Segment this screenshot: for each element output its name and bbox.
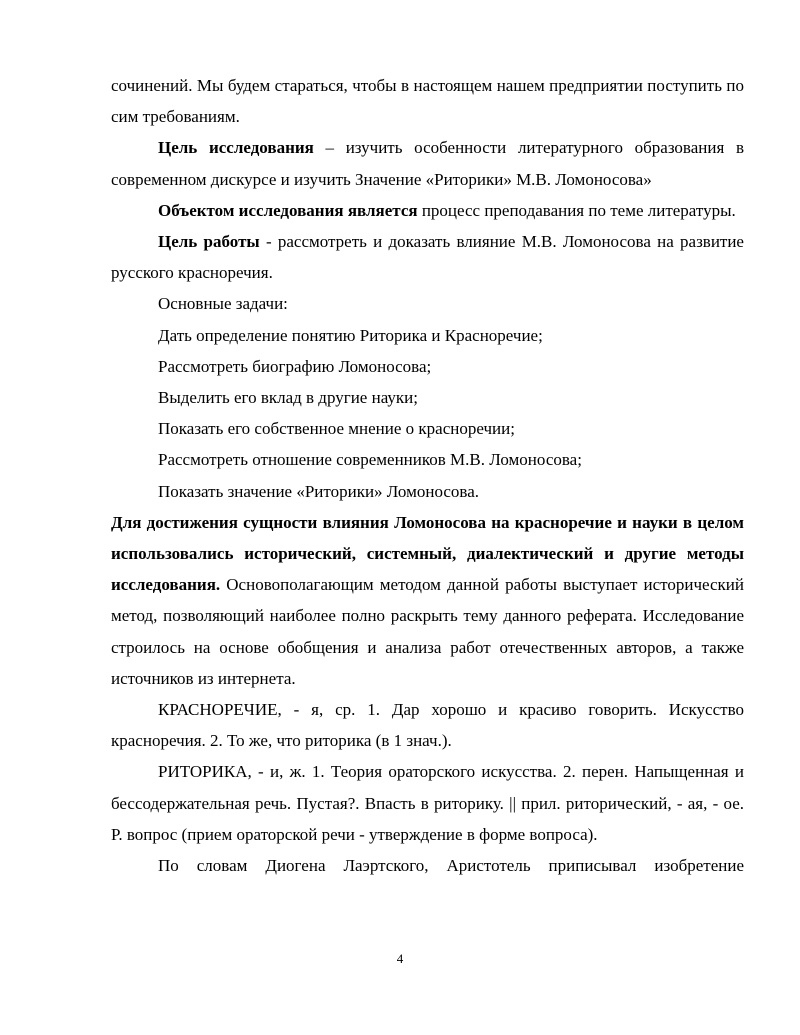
paragraph-research-object bbox=[111, 195, 744, 226]
research-goal-heading: Цель исследования bbox=[158, 138, 314, 158]
work-goal-heading: Цель работы bbox=[158, 232, 260, 252]
research-object-text: процесс преподавания по теме литературы. bbox=[421, 200, 736, 220]
definition-rhetoric: РИТОРИКА, - и, ж. 1. Теория ораторского искусства. 2. перен. Напыщенная и бессодержательная речь. Пустая?. Впасть в риторику. || прил. риторический, - ая, - ое. Р. вопрос (прием ораторской речи - утверждение в форме вопроса). bbox=[111, 762, 744, 844]
task-item: Рассмотреть отношение современников М.В. Ломоносова; bbox=[158, 450, 582, 470]
paragraph-research-goal bbox=[111, 132, 744, 194]
methods-text: Основополагающим методом данной работы выступает исторический метод, позволяющий наиболее полно раскрыть тему данного реферата. Исследование строилось на основе обобщения и анализа работ отечественных авторов, а также источников из интернета. bbox=[111, 575, 744, 688]
paragraph-methods bbox=[111, 507, 744, 694]
definition-eloquence: КРАСНОРЕЧИЕ, - я, ср. 1. Дар хорошо и красиво говорить. Искусство красноречия. 2. То же, что риторика (в 1 знач.). bbox=[111, 700, 744, 751]
task-item: Дать определение понятию Риторика и Красноречие; bbox=[158, 325, 543, 345]
tasks-title: Основные задачи: bbox=[158, 294, 288, 314]
work-goal-text: - рассмотреть и доказать влияние М.В. Ломоносова на развитие русского красноречия. bbox=[111, 232, 744, 283]
paragraph-intro: сочинений. Мы будем стараться, чтобы в настоящем нашем предприятии поступить по сим требованиям. bbox=[111, 76, 744, 127]
task-item: Показать значение «Риторики» Ломоносова. bbox=[158, 481, 480, 501]
task-item: Рассмотреть биографию Ломоносова; bbox=[158, 356, 432, 376]
research-goal-text: – изучить особенности литературного образования в современном дискурсе и изучить Значение «Риторики» М.В. Ломоносова» bbox=[111, 138, 744, 189]
paragraph-work-goal bbox=[111, 226, 744, 288]
task-item: Выделить его вклад в другие науки; bbox=[158, 388, 418, 408]
paragraph-diogenes: По словам Диогена Лаэртского, Аристотель приписывал изобретение bbox=[158, 856, 744, 876]
methods-bold-text: Для достижения сущности влияния Ломоносова на красноречие и науки в целом использовались исторический, системный, диалектический и другие методы исследования. bbox=[111, 512, 744, 595]
body-text bbox=[111, 70, 744, 881]
research-object-heading: Объектом исследования является bbox=[158, 200, 418, 220]
task-item: Показать его собственное мнение о красноречии; bbox=[158, 419, 515, 439]
page-number: 4 bbox=[396, 951, 404, 966]
